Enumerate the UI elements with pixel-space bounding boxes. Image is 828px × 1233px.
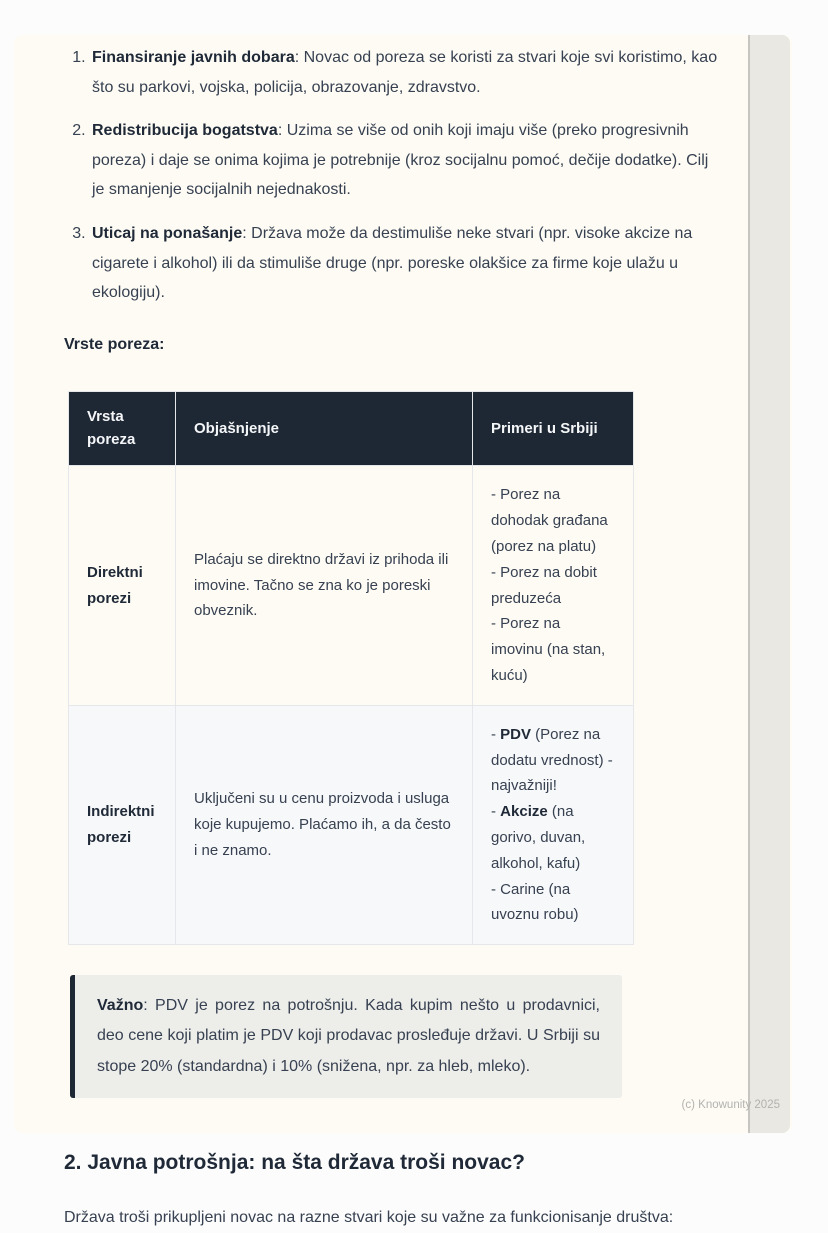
highlighted-term: Akcize: [500, 803, 548, 821]
example-item: - Porez na imovinu (na stan, kuću): [491, 615, 606, 684]
column-header: Primeri u Srbiji: [473, 392, 634, 466]
example-item: - Porez na dobit preduzeća: [491, 563, 597, 607]
section-paragraph: Država troši prikupljeni novac na razne stvari koje su važne za funkcionisanje društva:: [64, 1209, 674, 1227]
table-row: [69, 466, 634, 705]
example-item: - Carine (na uvoznu robu): [491, 880, 579, 924]
list-item: 3. Uticaj na ponašanje: Država može da destimuliše neke stvari (npr. visoke akcize na cigarete i alkohol) ili da stimuliše druge (npr. poreske olakšice za firme koje ulažu u ekologiju).: [90, 219, 720, 308]
list-item: 1. Finansiranje javnih dobara: Novac od poreza se koristi za stvari koje svi koristimo, kao što su parkovi, vojska, policija, obrazovanje, zdravstvo.: [90, 43, 720, 102]
cell-examples: [473, 466, 634, 705]
example-item: - PDV (Porez na dodatu vrednost) - najvažniji!: [491, 725, 613, 795]
example-item: - Akcize (na gorivo, duvan, alkohol, kafu): [491, 803, 586, 872]
highlighted-term: PDV: [500, 725, 532, 743]
cell-explanation: Uključeni su u cenu proizvoda i usluga koje kupujemo. Plaćamo ih, a da često i ne znamo.: [176, 705, 473, 944]
table-row: [69, 705, 634, 944]
tax-table: [68, 391, 634, 945]
watermark: (c) Knowunity 2025: [681, 1099, 780, 1111]
subheading: Vrste poreza:: [64, 335, 165, 353]
tax-table-body: [69, 466, 634, 945]
example-item: - Porez na dohodak građana (porez na platu): [491, 486, 608, 555]
column-header: Vrsta poreza: [69, 392, 176, 466]
document-content: [64, 43, 720, 1233]
tax-table-header-row: [69, 392, 634, 466]
cell-examples: [473, 705, 634, 944]
list-item-lead: Finansiranje javnih dobara: [92, 49, 295, 66]
cell-tax-type: Direktni porezi: [69, 466, 176, 705]
scrollbar[interactable]: [748, 35, 790, 1133]
column-header: Objašnjenje: [176, 392, 473, 466]
callout-lead: Važno: [97, 997, 144, 1015]
list-item-lead: Redistribucija bogatstva: [92, 122, 278, 140]
cell-tax-type: Indirektni porezi: [69, 705, 176, 944]
cell-explanation: Plaćaju se direktno državi iz prihoda ili imovine. Tačno se zna ko je poreski obveznik.: [176, 466, 473, 705]
important-callout: [70, 975, 622, 1098]
document-page: [14, 35, 792, 1227]
section-title: 2. Javna potrošnja: na šta država troši novac?: [64, 1151, 525, 1175]
list-item-lead: Uticaj na ponašanje: [92, 224, 243, 242]
numbered-list: [64, 43, 720, 308]
list-item: 2. Redistribucija bogatstva: Uzima se više od onih koji imaju više (preko progresivnih poreza) i daje se onima kojima je potrebnije (kroz socijalnu pomoć, dečije dodatke). Cilj je smanjenje socijalnih nejednakosti.: [90, 116, 720, 205]
callout-text: : PDV je porez na potrošnju. Kada kupim nešto u prodavnici, deo cene koji platim je PDV koji prodavac prosleđuje državi. U Srbiji su stope 20% (standardna) i 10% (snižena, npr. za hleb, mleko).: [97, 997, 600, 1075]
